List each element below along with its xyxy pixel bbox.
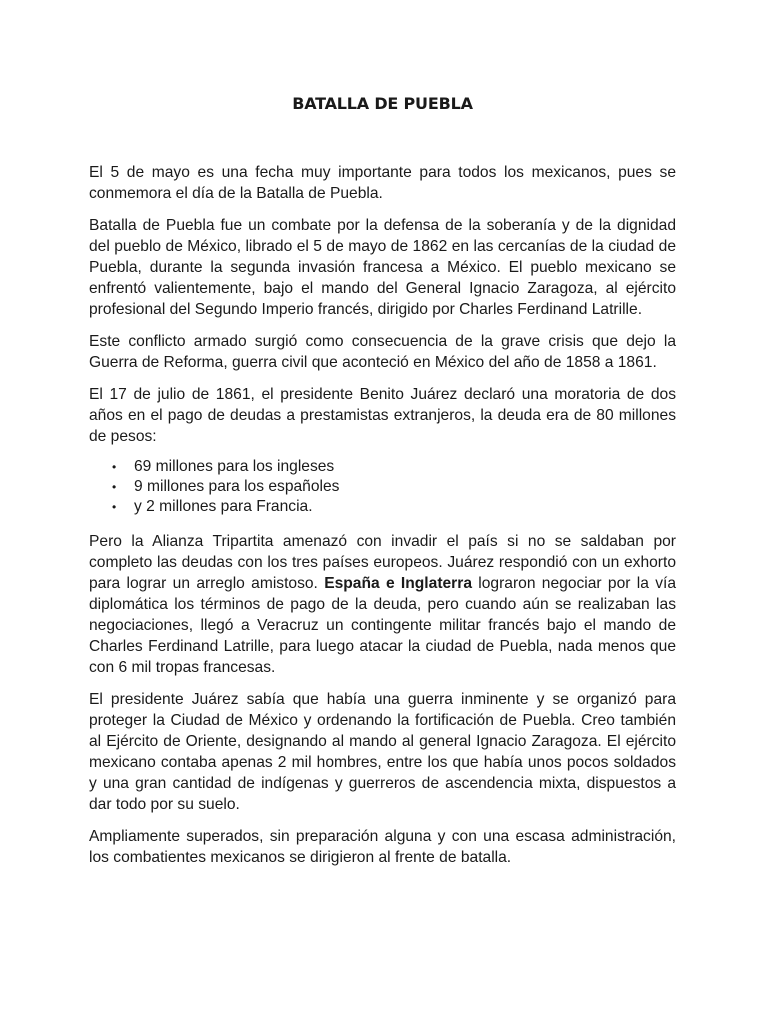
paragraph-juarez-preparation: El presidente Juárez sabía que había una guerra inminente y se organizó para proteger la Ciudad de México y ordenando la fortificación de Puebla. Creo también al Ejército de Oriente, designando al mando al general Ignacio Zaragoza. El ejército mexicano contaba apenas 2 mil hombres, entre los que había unos pocos soldados y una gran cantidad de indígenas y guerreros de ascendencia mixta, dispuestos a dar todo por su suelo. — [89, 691, 676, 813]
paragraph-tripartite-text-2: lograron negociar por la vía diplomática los términos de pago de la deuda, pero cuando aún se realizaban las negociaciones, llegó a Veracruz un contingente militar francés bajo el mando de Charles Ferdinand Latrille, para luego atacar la ciudad de Puebla, nada menos que con 6 mil tropas francesas. — [89, 575, 676, 676]
paragraph-tripartite-bold: España e Inglaterra — [324, 575, 472, 592]
paragraph-definition: Batalla de Puebla fue un combate por la defensa de la soberanía y de la dignidad del pueblo de México, librado el 5 de mayo de 1862 en las cercanías de la ciudad de Puebla, durante la segunda invasión francesa a México. El pueblo mexicano se enfrentó valientemente, bajo el mando del General Ignacio Zaragoza, al ejército profesional del Segundo Imperio francés, dirigido por Charles Ferdinand Latrille. — [89, 217, 676, 318]
paragraph-tripartite-alliance — [89, 531, 676, 678]
paragraph-moratorium: El 17 de julio de 1861, el presidente Benito Juárez declaró una moratoria de dos años en el pago de deudas a prestamistas extranjeros, la deuda era de 80 millones de pesos: — [89, 386, 676, 445]
paragraph-intro: El 5 de mayo es una fecha muy importante para todos los mexicanos, pues se conmemora el día de la Batalla de Puebla. — [89, 164, 676, 202]
debt-list-item-france: • y 2 millones para Francia. — [134, 497, 676, 517]
paragraph-combatants: Ampliamente superados, sin preparación alguna y con una escasa administración, los combatientes mexicanos se dirigieron al frente de batalla. — [89, 828, 676, 866]
debt-list — [89, 457, 676, 517]
document-body — [89, 162, 676, 868]
debt-list-item-spain: • 9 millones para los españoles — [134, 477, 676, 497]
paragraph-tripartite-text-1: Pero la Alianza Tripartita amenazó con invadir el país si no se saldaban por completo las deudas con los tres países europeos. Juárez respondió con un exhorto para lograr un arreglo amistoso. — [89, 533, 676, 592]
paragraph-origin: Este conflicto armado surgió como consecuencia de la grave crisis que dejo la Guerra de Reforma, guerra civil que aconteció en México del año de 1858 a 1861. — [89, 333, 676, 371]
debt-list-item-england: • 69 millones para los ingleses — [134, 457, 676, 477]
document-title: BATALLA DE PUEBLA — [292, 94, 473, 113]
